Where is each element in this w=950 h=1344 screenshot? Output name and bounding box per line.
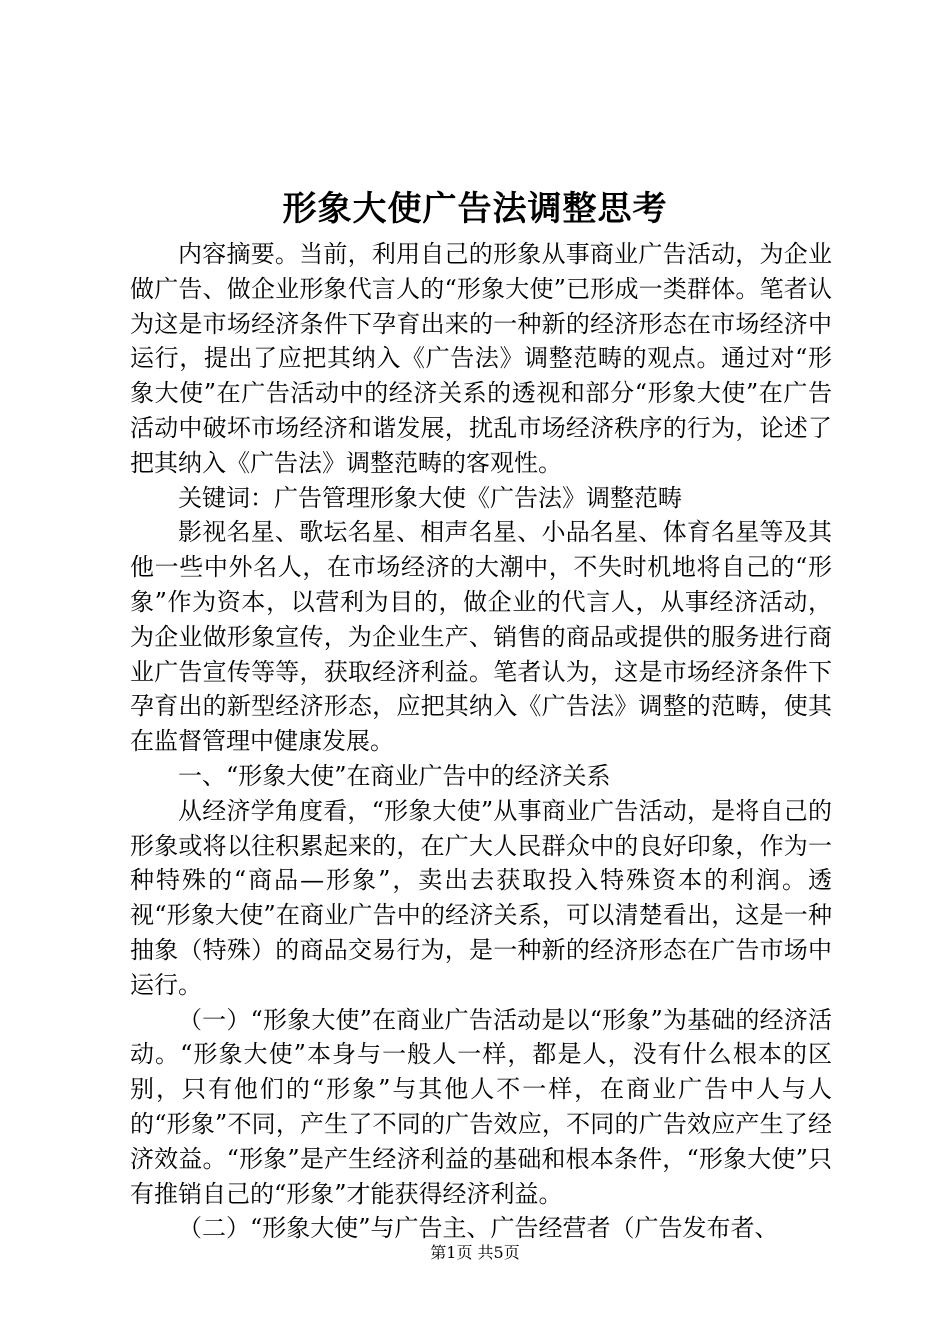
document-body (130, 237, 832, 1246)
page-number-footer: 第1页 共5页 (430, 1243, 520, 1262)
intro-paragraph: 影视名星、歌坛名星、相声名星、小品名星、体育名星等及其他一些中外名人，在市场经济的大潮中，不失时机地将自己的“形象”作为资本，以营利为目的，做企业的代言人，从事经济活动，为企业做形象宣传，为企业生产、销售的商品或提供的服务进行商业广告宣传等等，获取经济利益。笔者认为，这是市场经济条件下孕育出的新型经济形态，应把其纳入《广告法》调整的范畴，使其在监督管理中健康发展。 (130, 518, 832, 756)
document-title: 形象大使广告法调整思考 (282, 189, 668, 229)
body-paragraph: （一）“形象大使”在商业广告活动是以“形象”为基础的经济活动。“形象大使”本身与一般人一样，都是人，没有什么根本的区别，只有他们的“形象”与其他人不一样，在商业广告中人与人的“形象”不同，产生了不同的广告效应，不同的广告效应产生了经济效益。“形象”是产生经济利益的基础和根本条件，“形象大使”只有推销自己的“形象”才能获得经济利益。 (130, 1005, 832, 1208)
body-paragraph: 从经济学角度看，“形象大使”从事商业广告活动，是将自己的形象或将以往积累起来的，在广大人民群众中的良好印象，作为一种特殊的“商品—形象”，卖出去获取投入特殊资本的利润。透视“形象大使”在商业广告中的经济关系，可以清楚看出，这是一种抽象（特殊）的商品交易行为，是一种新的经济形态在广告市场中运行。 (130, 796, 832, 999)
keywords-paragraph: 关键词：广告管理形象大使《广告法》调整范畴 (178, 483, 682, 512)
body-paragraph: （二）“形象大使”与广告主、广告经营者（广告发布者、 (178, 1214, 779, 1243)
abstract-paragraph: 内容摘要。当前，利用自己的形象从事商业广告活动，为企业做广告、做企业形象代言人的“形象大使”已形成一类群体。笔者认为这是市场经济条件下孕育出来的一种新的经济形态在市场经济中运行，提出了应把其纳入《广告法》调整范畴的观点。通过对“形象大使”在广告活动中的经济关系的透视和部分“形象大使”在广告活动中破坏市场经济和谐发展，扰乱市场经济秩序的行为，论述了把其纳入《广告法》调整范畴的客观性。 (130, 240, 832, 477)
section-heading: 一、“形象大使”在商业广告中的经济关系 (178, 761, 611, 790)
